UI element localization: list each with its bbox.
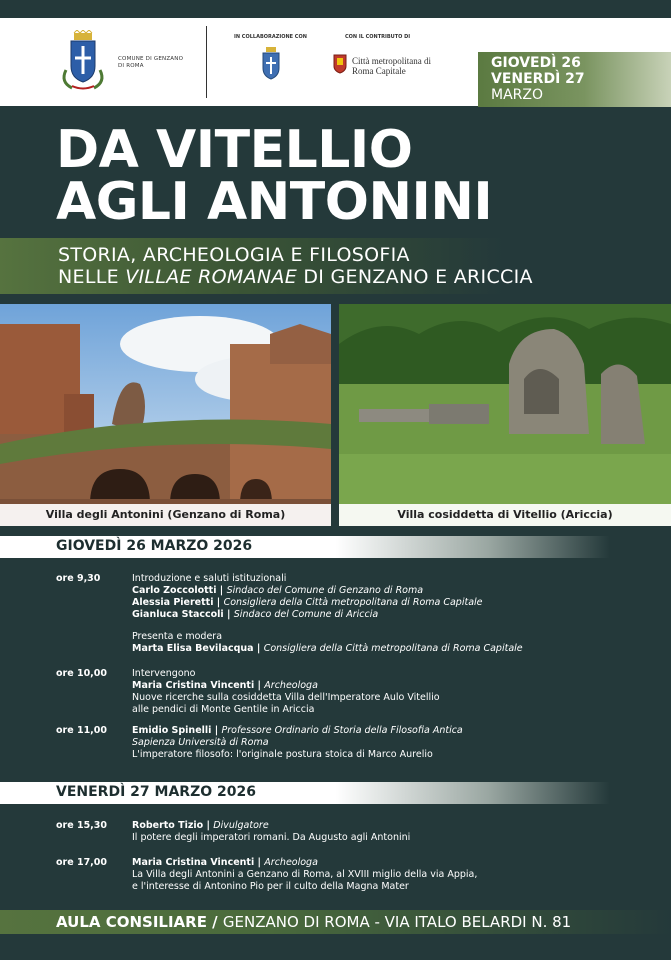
speaker-row [132, 680, 662, 692]
subtitle-line-2 [58, 266, 658, 288]
genzano-crest-logo [58, 30, 108, 92]
day1-interv-label: Intervengono [132, 668, 196, 679]
speaker-name: Carlo Zoccolotti | [132, 585, 227, 596]
header-divider [206, 26, 207, 98]
day1-intro: Introduzione e saluti istituzionali [132, 573, 287, 584]
date-day2: VENERDÌ 27 [491, 71, 585, 87]
speaker-role: Archeologa [264, 680, 318, 691]
date-day1: GIOVEDÌ 26 [491, 55, 581, 71]
ruins-image [0, 304, 331, 526]
photo-villa-antonini [0, 304, 331, 526]
photo-villa-vitellio [339, 304, 671, 526]
photo-caption-left: Villa degli Antonini (Genzano di Roma) [0, 504, 331, 526]
subtitle-line-2-pre: NELLE [58, 266, 126, 288]
contrib-label: CON IL CONTRIBUTO DI [345, 34, 411, 40]
title-line-1: DA VITELLIO [56, 120, 413, 180]
day2-band [0, 782, 610, 804]
day1-time-2: ore 10,00 [56, 668, 108, 679]
subtitle-emphasis: VILLAE ROMANAE [125, 266, 298, 288]
talk-title-line: La Villa degli Antonini a Genzano di Roma, al XVIII miglio della via Appia, [132, 869, 478, 880]
subtitle [58, 244, 658, 288]
photo-caption-right: Villa cosiddetta di Vitellio (Ariccia) [339, 504, 671, 526]
collab-label: IN COLLABORAZIONE CON [234, 34, 307, 40]
comune-label: COMUNE DI GENZANO DI ROMA [118, 56, 184, 69]
speaker-row [132, 609, 662, 621]
speaker-role: Divulgatore [213, 820, 269, 831]
day2-time-2: ore 17,00 [56, 857, 108, 868]
speaker-name: Maria Cristina Vincenti | [132, 680, 265, 691]
citta-metropolitana-text: Città metropolitana di Roma Capitale [352, 56, 431, 76]
speaker-row [132, 725, 662, 737]
speaker-name: Alessia Pieretti | [132, 597, 224, 608]
speaker-role: Archeologa [264, 857, 318, 868]
talk-title-line: alle pendici di Monte Gentile in Ariccia [132, 704, 315, 715]
title-line-2: AGLI ANTONINI [56, 172, 493, 232]
day2-time-1: ore 15,30 [56, 820, 108, 831]
speaker-name: Maria Cristina Vincenti | [132, 857, 265, 868]
top-bar [0, 0, 671, 18]
speaker-row [132, 585, 662, 597]
day1-time-1: ore 9,30 [56, 573, 101, 584]
speaker-row [132, 857, 662, 869]
affiliation-text: Sapienza Università di Roma [132, 737, 269, 748]
day1-band [0, 536, 610, 558]
date-month: MARZO [491, 87, 543, 103]
speaker-name: Roberto Tizio | [132, 820, 214, 831]
day1-time-3: ore 11,00 [56, 725, 108, 736]
talk-title-line: Nuove ricerche sulla cosiddetta Villa dell'Imperatore Aulo Vitellio [132, 692, 440, 703]
speaker-affiliation [132, 737, 662, 749]
header [0, 18, 671, 106]
speaker-role: Sindaco del Comune di Ariccia [233, 609, 379, 620]
subtitle-line-2-post: DI GENZANO E ARICCIA [297, 266, 533, 288]
speaker-row [132, 597, 662, 609]
moderator-name: Marta Elisa Bevilacqua | [132, 643, 264, 654]
talk-title-line: e l'interesse di Antonino Pio per il culto della Magna Mater [132, 881, 409, 892]
speaker-role: Consigliera della Città metropolitana di Roma Capitale [223, 597, 483, 608]
ariccia-crest-logo [260, 46, 282, 82]
speaker-name: Gianluca Staccoli | [132, 609, 234, 620]
venue-address: GENZANO DI ROMA - VIA ITALO BELARDI N. 81 [222, 913, 572, 931]
speaker-role: Professore Ordinario di Storia della Filosofia Antica [221, 725, 463, 736]
footer-venue [56, 912, 571, 932]
talk-title-line: Il potere degli imperatori romani. Da Augusto agli Antonini [132, 832, 411, 843]
speaker-row [132, 820, 662, 832]
subtitle-line-1: STORIA, ARCHEOLOGIA E FILOSOFIA [58, 244, 410, 266]
talk-title-line: L'imperatore filosofo: l'originale postura stoica di Marco Aurelio [132, 749, 433, 760]
speaker-role: Sindaco del Comune di Genzano di Roma [226, 585, 424, 596]
venue-name: AULA CONSILIARE / [56, 913, 223, 931]
speaker-name: Emidio Spinelli | [132, 725, 222, 736]
day1-heading: GIOVEDÌ 26 MARZO 2026 [56, 538, 253, 554]
main-title [56, 120, 656, 232]
citta-metropolitana-logo [333, 54, 347, 74]
day1-moderate-label: Presenta e modera [132, 631, 223, 642]
moderator-role: Consigliera della Città metropolitana di Roma Capitale [263, 643, 523, 654]
moderator-row [132, 643, 662, 655]
ruins-meadow-image [339, 304, 671, 526]
day2-heading: VENERDÌ 27 MARZO 2026 [56, 784, 256, 800]
date-box [478, 52, 671, 107]
